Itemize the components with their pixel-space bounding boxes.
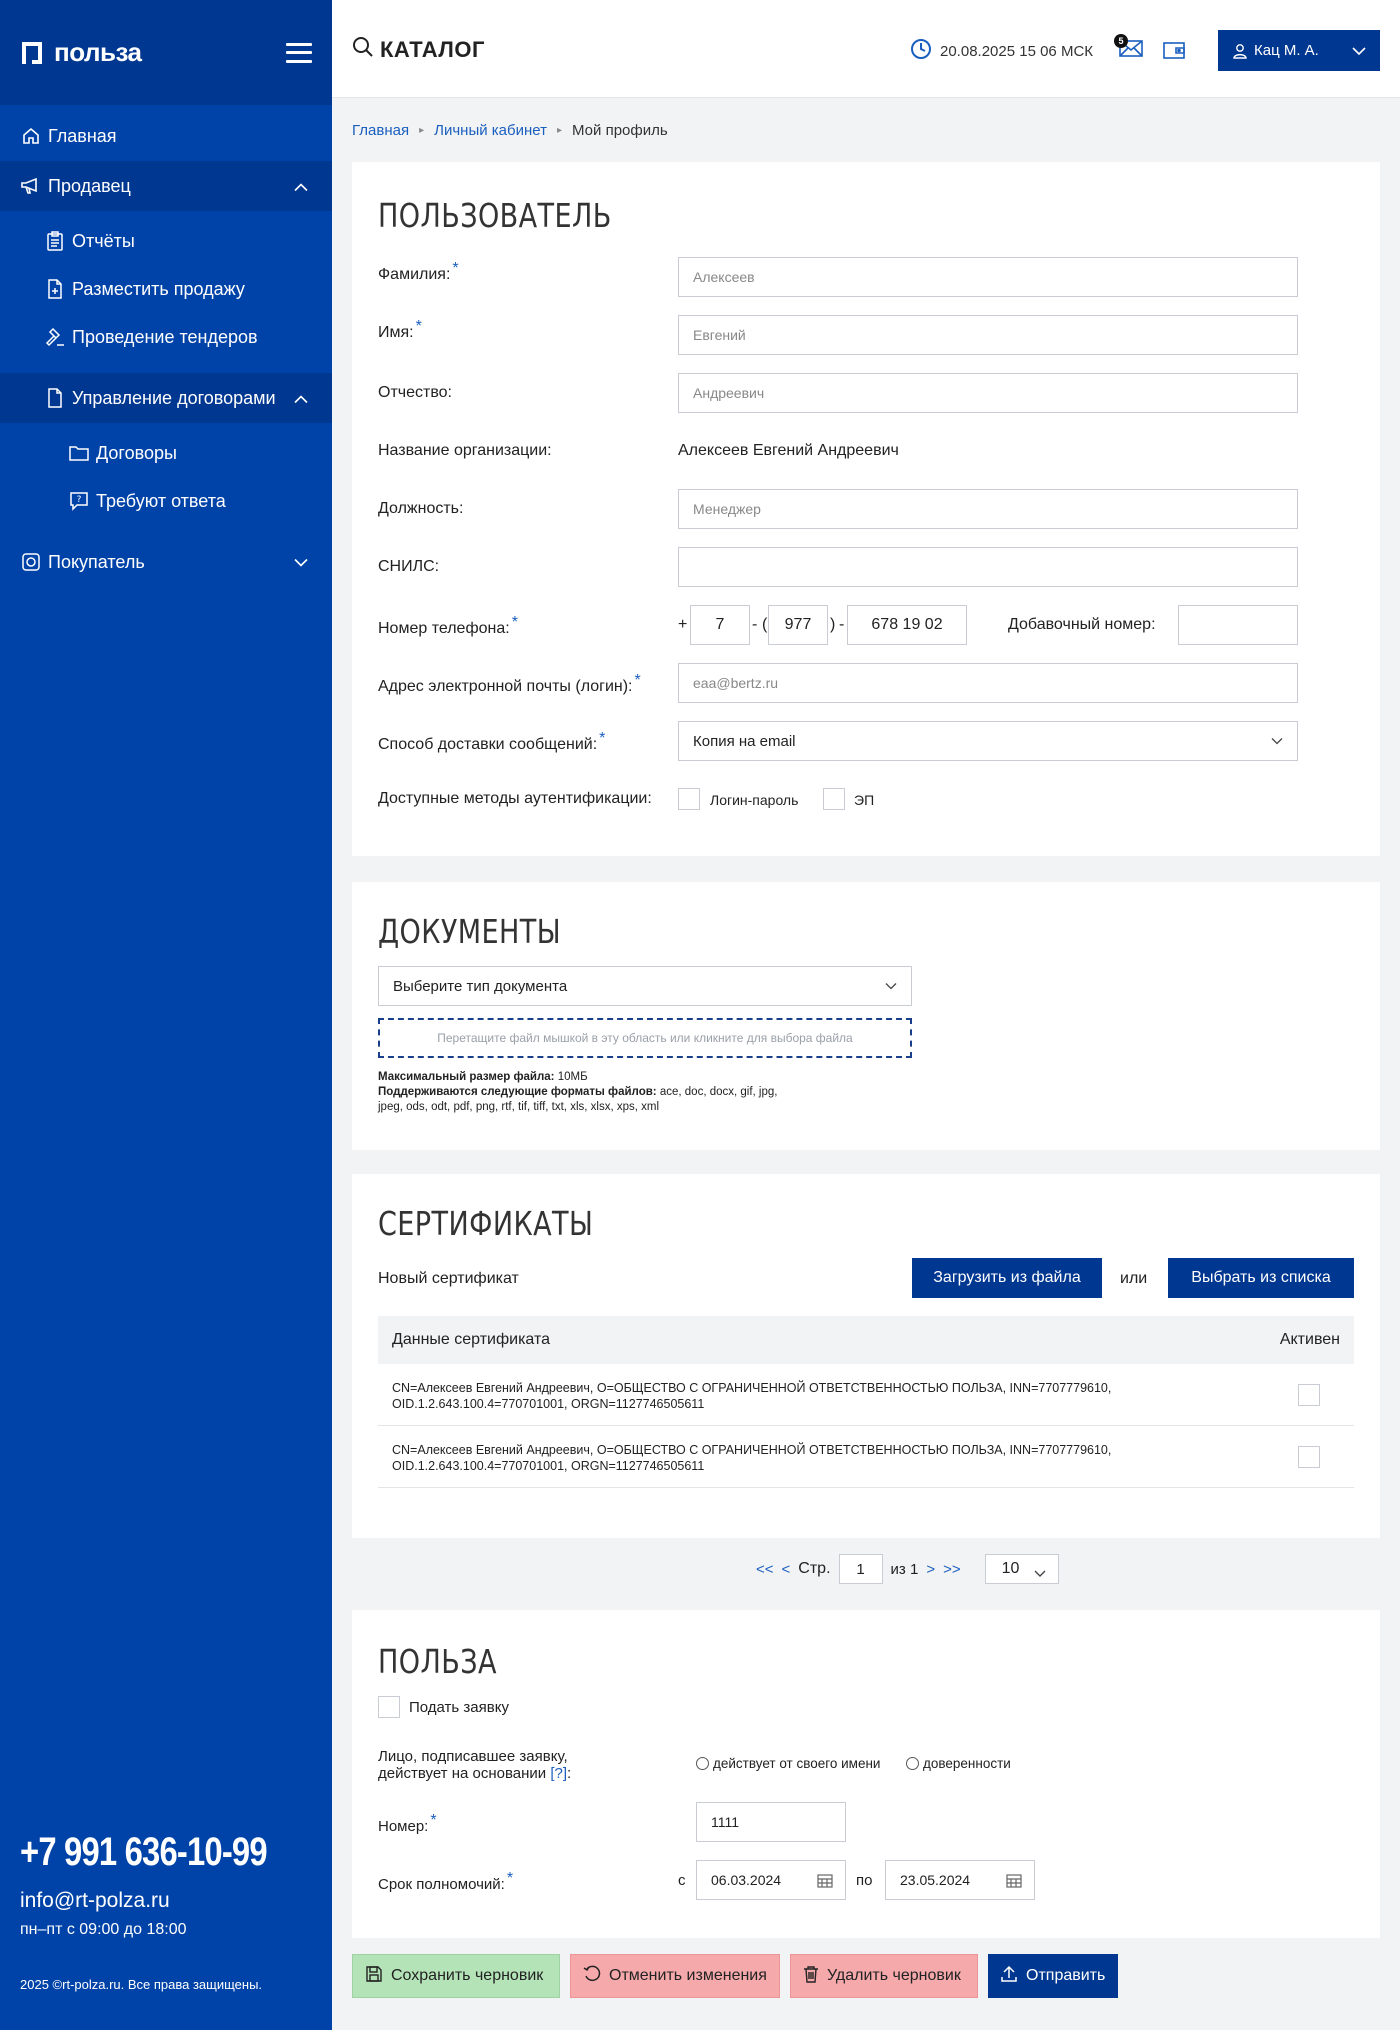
snils-label: СНИЛС: (378, 558, 440, 575)
save-draft-label: Сохранить черновик (391, 1967, 544, 1984)
messages-button[interactable] (1118, 38, 1144, 63)
sidebar-item-contracts[interactable] (0, 373, 332, 423)
sidebar-nav (0, 105, 332, 587)
polza-title: ПОЛЬЗА (378, 1642, 497, 1681)
document-plus-icon (44, 278, 66, 300)
polza-section (352, 1610, 1380, 1938)
auth-label: Доступные методы аутентификации: (378, 790, 652, 807)
sidebar-item-label: Покупатель (48, 551, 145, 572)
top-header (332, 0, 1400, 98)
pagination (756, 1554, 1059, 1584)
org-label: Название организации: (378, 442, 552, 459)
breadcrumb (352, 122, 668, 139)
number-label: Номер: * (378, 1812, 437, 1835)
sidebar-item-label: Продавец (48, 175, 131, 196)
basis-label: Лицо, подписавшее заявку, действует на основании [?]: (378, 1748, 572, 1782)
basis-proxy-radio[interactable] (906, 1757, 919, 1770)
clock-icon (910, 38, 932, 64)
number-input[interactable]: 1111 (696, 1802, 846, 1842)
cert-active-checkbox[interactable] (1298, 1446, 1320, 1468)
name-input[interactable]: Евгений (678, 315, 1298, 355)
file-dropzone[interactable]: Перетащите файл мышкой в эту область или кликните для выбора файла (378, 1018, 912, 1058)
user-section (352, 162, 1380, 856)
auth-ep-label: ЭП (854, 792, 875, 808)
chevron-down-icon (1352, 43, 1366, 60)
user-icon (1232, 43, 1248, 59)
trash-icon (803, 1965, 819, 1988)
user-name: Кац М. А. (1254, 42, 1319, 59)
gavel-icon (44, 326, 66, 348)
ext-label: Добавочный номер: (1008, 616, 1156, 633)
svg-text:?: ? (76, 495, 82, 505)
term-to-input[interactable] (885, 1860, 1035, 1900)
sidebar-header (0, 0, 332, 105)
sidebar-item-label: Договоры (96, 442, 177, 463)
auth-ep-checkbox[interactable] (823, 788, 845, 810)
certificates-section (352, 1174, 1380, 1538)
name-label: Имя: * (378, 318, 422, 341)
sidebar-item-reports[interactable] (0, 217, 332, 265)
cert-data-cell: CN=Алексеев Евгений Андреевич, O=ОБЩЕСТВО С ОГРАНИЧЕННОЙ ОТВЕТСТВЕННОСТЬЮ ПОЛЬЗА, INN=7707779610, OID.1.2.643.100.4=770701001, ORGN=1127746505611 (392, 1443, 1112, 1473)
undo-icon (583, 1965, 601, 1988)
catalog-label: КАТАЛОГ (380, 37, 485, 62)
auth-login-checkbox[interactable] (678, 788, 700, 810)
send-label: Отправить (1026, 1967, 1106, 1984)
phone-plus: + (678, 616, 688, 633)
sidebar-item-label: Требуют ответа (96, 490, 226, 511)
term-to-value: 23.05.2024 (900, 1872, 971, 1888)
choose-from-list-button[interactable]: Выбрать из списка (1168, 1258, 1354, 1298)
logo[interactable] (20, 37, 141, 68)
file-requirements: Максимальный размер файла: 10МБ Поддерживаются следующие форматы файлов: ace, doc, docx, gif, jpg, jpeg, ods, odt, pdf, png, rtf, tif, tiff, txt, xls, xlsx, xps, xml (378, 1071, 778, 1113)
document-type-select[interactable] (378, 966, 912, 1006)
catalog-button[interactable] (352, 36, 485, 64)
col-active: Активен (1279, 1331, 1340, 1348)
phone-country-input[interactable]: 7 (690, 605, 750, 645)
support-email[interactable]: info@rt-polza.ru (20, 1889, 170, 1912)
sidebar-item-place-sale[interactable] (0, 265, 332, 313)
sidebar-item-label: Управление договорами (72, 387, 276, 408)
documents-section (352, 882, 1380, 1150)
patronymic-label: Отчество: (378, 384, 452, 401)
upload-icon (1000, 1965, 1018, 1988)
prev-page-link[interactable]: < (781, 1560, 791, 1578)
table-row (378, 1426, 1354, 1488)
delivery-select[interactable] (678, 721, 1298, 761)
basis-self-label: действует от своего имени (713, 1756, 881, 1771)
surname-label: Фамилия: * (378, 260, 459, 283)
menu-icon[interactable] (286, 43, 312, 63)
new-certificate-label: Новый сертификат (378, 1270, 519, 1287)
certificates-title: СЕРТИФИКАТЫ (378, 1204, 594, 1243)
page-input[interactable]: 1 (839, 1554, 883, 1584)
delete-draft-label: Удалить черновик (827, 1967, 961, 1984)
chevron-down-icon (294, 552, 308, 573)
question-bubble-icon (68, 490, 90, 512)
delete-draft-button[interactable] (790, 1954, 978, 1998)
calendar-icon[interactable] (817, 1873, 833, 1891)
certificates-table-header (378, 1316, 1354, 1364)
org-value: Алексеев Евгений Андреевич (678, 442, 899, 459)
user-section-title: ПОЛЬЗОВАТЕЛЬ (378, 196, 612, 235)
sidebar-item-buyer[interactable] (0, 537, 332, 587)
sidebar-item-tenders[interactable] (0, 313, 332, 361)
phone-paren-open: ( (762, 616, 768, 633)
phone-dash: - (752, 616, 758, 633)
or-label: или (1120, 1270, 1148, 1287)
phone-label: Номер телефона: * (378, 614, 518, 637)
sidebar-item-label: Разместить продажу (72, 278, 245, 299)
support-phone[interactable]: +7 991 636-10-99 (20, 1830, 267, 1874)
current-datetime (910, 38, 1093, 64)
floppy-icon (365, 1965, 383, 1988)
cancel-changes-label: Отменить изменения (609, 1967, 767, 1984)
megaphone-icon (20, 175, 42, 197)
phone-paren-close: ) (830, 616, 836, 633)
chevron-down-icon (1271, 733, 1283, 750)
cancel-changes-button[interactable] (570, 1954, 780, 1998)
sidebar-item-contracts-list[interactable] (0, 429, 332, 477)
sidebar-item-need-response[interactable] (0, 477, 332, 525)
table-row (378, 1364, 1354, 1426)
save-draft-button[interactable] (352, 1954, 560, 1998)
upload-from-file-button[interactable]: Загрузить из файла (912, 1258, 1102, 1298)
term-from-label: с (678, 1872, 686, 1889)
mail-badge: 5 (1114, 34, 1128, 48)
sidebar (0, 0, 332, 2030)
term-label: Срок полномочий: * (378, 1870, 514, 1893)
phone-dash: - (839, 616, 845, 633)
basis-proxy-label: доверенности (923, 1756, 1011, 1771)
auth-login-label: Логин-пароль (710, 792, 799, 808)
chevron-right-icon: ▸ (419, 125, 425, 136)
chevron-down-icon (1034, 1565, 1046, 1583)
document-icon (44, 387, 66, 409)
sidebar-item-label: Проведение тендеров (72, 326, 258, 347)
page-label: Стр. (798, 1560, 831, 1577)
ext-input[interactable] (1178, 605, 1298, 645)
breadcrumb-current: Мой профиль (572, 122, 668, 139)
clipboard-icon (44, 230, 66, 252)
chevron-up-icon (294, 176, 308, 197)
datetime-text: 20.08.2025 15 06 МСК (940, 42, 1094, 60)
page-of: из 1 (890, 1560, 919, 1578)
sidebar-item-seller[interactable] (0, 161, 332, 211)
home-icon (20, 125, 42, 147)
chevron-down-icon (885, 978, 897, 995)
term-from-input[interactable] (696, 1860, 846, 1900)
email-input[interactable]: eaa@bertz.ru (678, 663, 1298, 703)
next-page-link[interactable]: > (926, 1560, 936, 1578)
chevron-right-icon: ▸ (556, 125, 563, 136)
surname-input[interactable]: Алексеев (678, 257, 1298, 297)
per-page-select[interactable] (985, 1554, 1059, 1584)
apply-checkbox[interactable] (378, 1696, 400, 1718)
per-page-value: 10 (1001, 1560, 1020, 1577)
col-cert-data: Данные сертификата (392, 1331, 551, 1348)
documents-title: ДОКУМЕНТЫ (378, 912, 562, 951)
breadcrumb-cabinet[interactable]: Личный кабинет (434, 122, 547, 139)
delivery-label: Способ доставки сообщений: * (378, 730, 606, 753)
basis-self-radio[interactable] (696, 1757, 709, 1770)
apply-label: Подать заявку (409, 1699, 509, 1716)
phone-number-input[interactable]: 678 19 02 (847, 605, 967, 645)
folder-icon (68, 442, 90, 464)
patronymic-input[interactable]: Андреевич (678, 373, 1298, 413)
term-to-label: по (856, 1872, 873, 1889)
term-from-value: 06.03.2024 (711, 1872, 782, 1888)
calendar-icon[interactable] (1006, 1873, 1022, 1891)
last-page-link[interactable]: >> (943, 1560, 961, 1578)
sidebar-item-label: Главная (48, 125, 117, 146)
logo-text: польза (54, 37, 142, 67)
chevron-up-icon (294, 388, 308, 409)
sidebar-item-label: Отчёты (72, 230, 135, 251)
search-icon (352, 36, 374, 64)
wallet-icon (1162, 47, 1186, 64)
cert-data-cell: CN=Алексеев Евгений Андреевич, O=ОБЩЕСТВО С ОГРАНИЧЕННОЙ ОТВЕТСТВЕННОСТЬЮ ПОЛЬЗА, INN=7707779610, OID.1.2.643.100.4=770701001, ORGN=1127746505611 (392, 1381, 1112, 1411)
sidebar-contacts (20, 1830, 321, 1939)
copyright: 2025 ©rt-polza.ru. Все права защищены. (20, 1977, 263, 1992)
user-menu-button[interactable] (1218, 30, 1380, 71)
coin-icon (20, 551, 42, 573)
delivery-value: Копия на email (693, 732, 796, 750)
document-type-value: Выберите тип документа (393, 977, 568, 995)
email-label: Адрес электронной почты (логин): * (378, 672, 641, 695)
help-link[interactable]: [?] (550, 1765, 568, 1782)
wallet-button[interactable] (1162, 40, 1186, 65)
position-input[interactable]: Менеджер (678, 489, 1298, 529)
sidebar-item-home[interactable] (0, 111, 332, 161)
send-button[interactable] (988, 1954, 1118, 1998)
phone-code-input[interactable]: 977 (768, 605, 828, 645)
position-label: Должность: (378, 500, 464, 517)
first-page-link[interactable]: << (756, 1560, 774, 1578)
breadcrumb-home[interactable]: Главная (352, 122, 410, 139)
cert-active-checkbox[interactable] (1298, 1384, 1320, 1406)
logo-icon (20, 40, 44, 66)
support-hours: пн–пт с 09:00 до 18:00 (20, 1921, 187, 1938)
snils-input[interactable] (678, 547, 1298, 587)
